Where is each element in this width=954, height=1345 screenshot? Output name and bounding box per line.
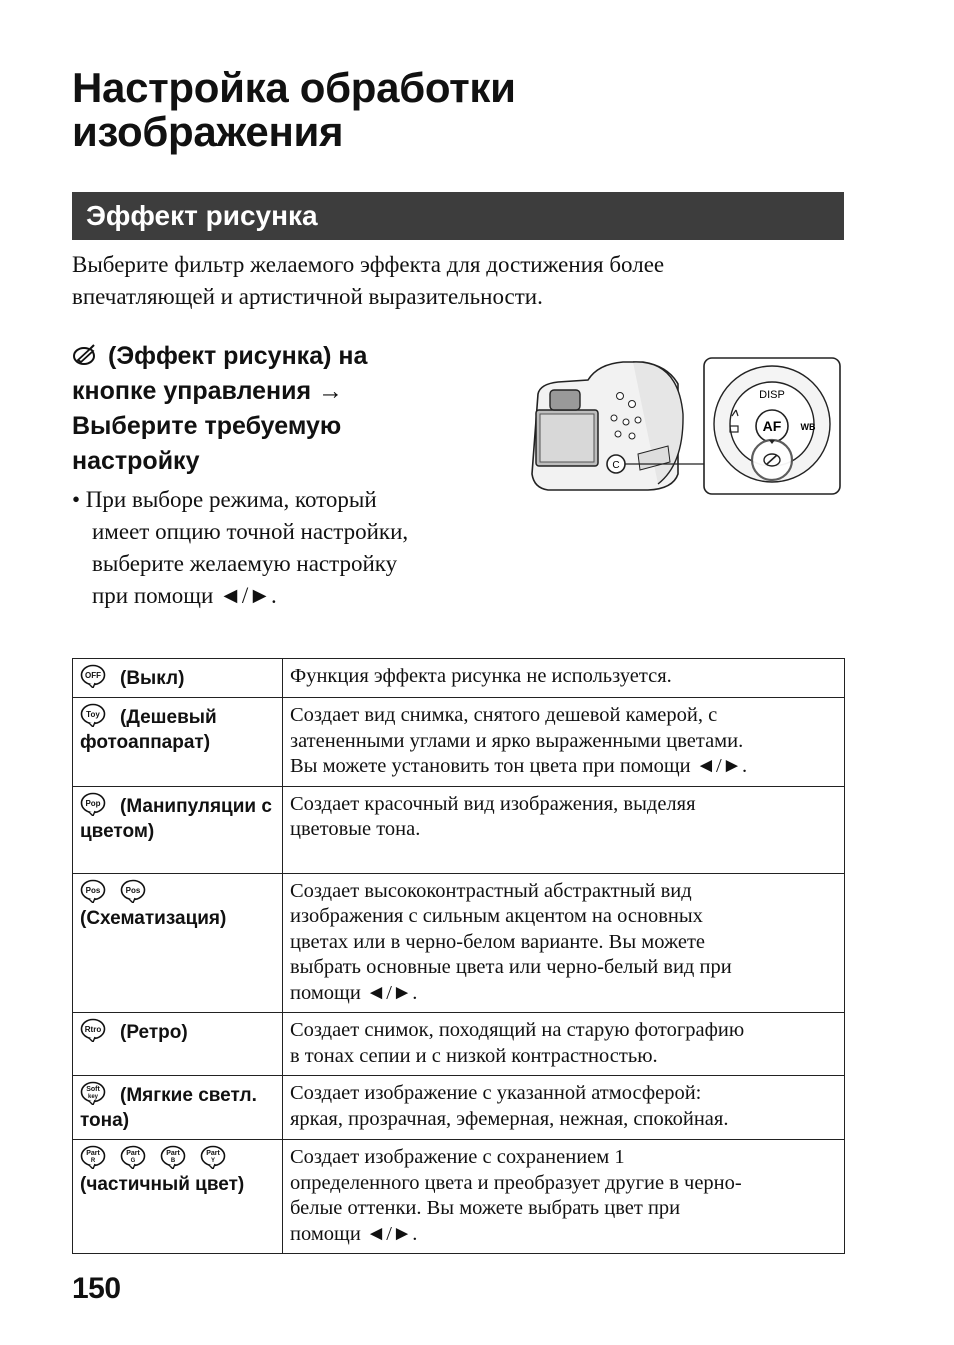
effect-icons [80,1018,120,1045]
effect-description-line: Функция эффекта рисунка не используется. [290,665,672,687]
page-title-line: изображения [72,108,344,155]
effect-description-line: Создает высококонтрастный абстрактный вид [290,879,692,902]
effect-description-line: затененными углами и ярко выраженными цветами. [290,729,744,752]
svg-text:G: G [130,1158,136,1164]
effect-rtro-icon [80,1018,106,1042]
effect-mode-label: (частичный цвет) [80,1174,245,1195]
svg-text:Part: Part [86,1150,100,1157]
effect-row [73,786,845,873]
svg-text:Soft: Soft [86,1086,100,1093]
effect-pos-icon [120,879,146,903]
effect-row [73,1140,845,1254]
effect-description-line: выбрать основные цвета или черно-белый вид при [290,956,732,978]
note-line: имеет опцию точной настройки, [92,519,409,544]
effect-mode-cell [73,1076,283,1140]
page-title-line: Настройка обработки [72,64,516,111]
effect-description-cell [283,873,845,1013]
effect-description-line: цветовые тона. [290,818,421,840]
effect-mode-label: (Дешевый фотоаппарат) [80,707,217,753]
effect-mode-label: (Мягкие светл. тона) [80,1085,257,1131]
effect-description-cell [283,1013,845,1076]
effect-mode-label: (Ретро) [120,1022,188,1043]
effect-icons [80,879,160,906]
effect-mode-label: (Манипуляции с цветом) [80,795,272,842]
effect-description-line: Создает изображение с сохранением 1 [290,1146,625,1168]
effect-mode-cell [73,1013,283,1076]
control-wheel-inset [704,358,840,494]
instruction-line: Выберите требуемую [72,412,342,440]
effect-description-line: Создает снимок, походящий на старую фотографию [290,1019,745,1041]
svg-text:OFF: OFF [85,671,101,680]
effect-part-icon [80,1145,106,1169]
effect-row [73,1076,845,1140]
note-line: при помощи ◄/►. [92,583,277,608]
effect-mode-cell [73,786,283,873]
effect-row [73,698,845,787]
effect-icons [80,1081,120,1108]
effect-soft-icon [80,1081,106,1105]
picture-effect-icon [72,343,98,367]
effect-toy-icon [80,703,106,727]
instruction-line: настройку [72,447,200,475]
effect-icons [80,1145,240,1172]
camera-back-drawing [532,362,706,490]
effect-mode-cell [73,1140,283,1254]
intro-line: впечатляющей и артистичной выразительности. [72,284,543,309]
effects-table [72,658,845,1254]
svg-text:Pop: Pop [85,798,101,808]
effect-part-icon [120,1145,146,1169]
camera-illustration [528,354,844,498]
instruction-heading [72,339,472,479]
effect-description-line: Вы можете установить тон цвета при помощи ◄/►. [290,755,748,777]
effect-row [73,1013,845,1076]
effect-icons [80,703,120,730]
section-heading: Эффект рисунка [72,192,844,240]
effect-description-line: белые оттенки. Вы можете выбрать цвет при [290,1197,681,1219]
effect-description-line: Создает изображение с указанной атмосферой: [290,1082,702,1104]
c-button-label: C [612,460,620,471]
effect-pop-icon [80,792,106,816]
effect-icons [80,792,120,819]
effect-mode-label: (Выкл) [120,668,185,689]
effect-row [73,873,845,1013]
disp-label: DISP [759,389,785,401]
effect-description-line: изображения с сильным акцентом на основных [290,905,703,927]
intro-line: Выберите фильтр желаемого эффекта для достижения более [72,252,665,277]
effect-description-cell [283,786,845,873]
effect-part-icon [200,1145,226,1169]
svg-text:Rtro: Rtro [84,1025,102,1034]
effect-description-line: определенного цвета и преобразует другие в черно- [290,1171,742,1194]
intro-paragraph [72,249,852,313]
effect-pos-icon [80,879,106,903]
effect-mode-cell [73,659,283,698]
af-label: AF [762,418,782,434]
instruction-line-text: (Эффект рисунка) на [108,342,368,370]
svg-text:Y: Y [210,1158,216,1164]
effect-part-icon [160,1145,186,1169]
svg-text:Part: Part [126,1150,140,1157]
note-line: • При выборе режима, который [72,487,377,512]
page-number: 150 [72,1272,121,1305]
instruction-line [72,339,472,374]
effect-off-icon [80,664,106,688]
effect-description-line: Создает вид снимка, снятого дешевой камерой, с [290,704,718,726]
svg-text:key: key [87,1094,99,1100]
svg-text:Pos: Pos [85,885,101,895]
effect-description-line: в тонах сепии и с низкой контрастностью. [290,1044,658,1067]
svg-text:Toy: Toy [86,710,100,719]
effect-description-line: цветах или в черно-белом варианте. Вы можете [290,930,706,953]
effect-description-line: помощи ◄/►. [290,1222,418,1245]
svg-text:R: R [90,1158,96,1164]
instruction-line: кнопке управления → [72,377,344,405]
wb-label: WB [800,422,816,432]
bullet-note [72,484,492,612]
page-title [72,66,772,154]
effect-description-cell [283,659,845,698]
svg-text:Part: Part [166,1150,180,1157]
effect-mode-cell [73,873,283,1013]
effect-description-line: помощи ◄/►. [290,981,418,1004]
effect-description-cell [283,1076,845,1140]
effect-description-line: Создает красочный вид изображения, выделяя [290,792,696,815]
effect-description-cell [283,1140,845,1254]
effect-description-line: яркая, прозрачная, эфемерная, нежная, спокойная. [290,1107,729,1130]
effect-row [73,659,845,698]
effect-mode-cell [73,698,283,787]
svg-text:B: B [170,1158,176,1164]
effects-table-body [73,659,845,1254]
svg-text:Part: Part [206,1150,220,1157]
svg-text:Pos: Pos [125,885,141,895]
effect-description-cell [283,698,845,787]
effect-icons [80,664,120,691]
note-line: выберите желаемую настройку [92,551,398,576]
effect-mode-label: (Схематизация) [80,907,227,929]
